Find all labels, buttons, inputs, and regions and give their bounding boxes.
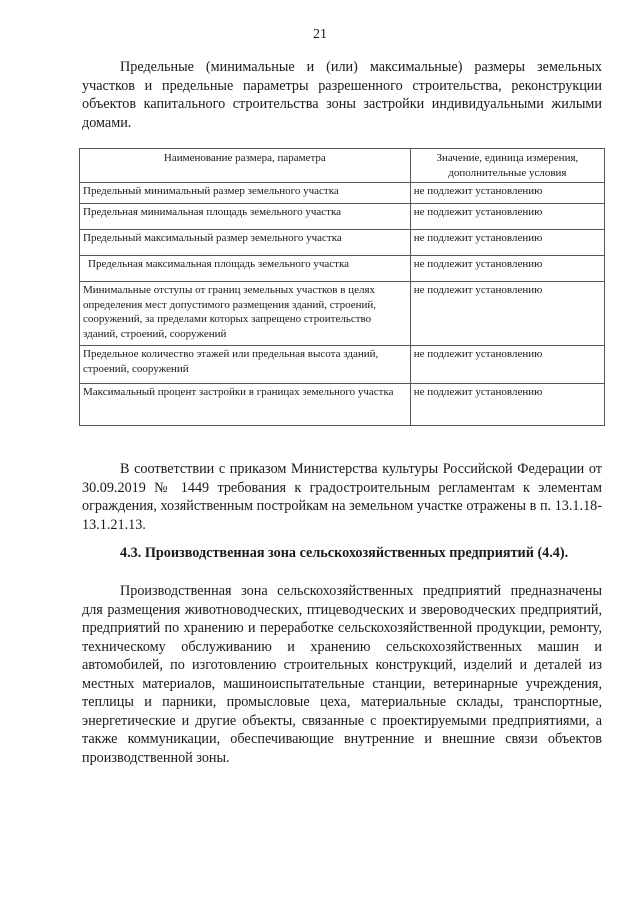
parameter-name-cell: Предельная максимальная площадь земельного участка [80, 256, 411, 282]
parameters-table [79, 148, 605, 426]
parameter-name-cell: Максимальный процент застройки в границах земельного участка [80, 384, 411, 426]
parameter-value-cell: не подлежит установлению [410, 204, 604, 230]
table-row [80, 384, 605, 426]
table-row [80, 256, 605, 282]
zone-description-paragraph: Производственная зона сельскохозяйственных предприятий предназначены для размещения животноводческих, птицеводческих и звероводческих предприятий, предприятий по хранению и переработке сельскохозяйственной продукции, ремонту, техническому обслуживанию и хранению сельскохозяйственных машин и автомобилей, по изготовлению строительных конструкций, изделий и деталей из местных материалов, машиноиспытательные станции, ветеринарные учреждения, теплицы и парники, промысловые цеха, материальные склады, транспортные, энергетические и другие объекты, связанные с проектируемыми предприятиями, а также коммуникации, обеспечивающие внутренние и внешние связи объектов производственной зоны. [82, 583, 602, 766]
parameter-value-cell: не подлежит установлению [410, 282, 604, 346]
intro-paragraph: Предельные (минимальные и (или) максимальные) размеры земельных участков и предельные параметры разрешенного строительства, реконструкции объектов капитального строительства зоны застройки индивидуальными жилыми домами. [82, 59, 602, 131]
table-row [80, 282, 605, 346]
order-paragraph: В соответствии с приказом Министерства культуры Российской Федерации от 30.09.2019 № 1449 требования к градостроительным регламентам к элементам ограждения, хозяйственным постройкам на земельном участке отражены в п. 13.1.18-13.1.21.13. [82, 461, 602, 533]
parameter-value-cell: не подлежит установлению [410, 230, 604, 256]
table-row [80, 346, 605, 384]
header-name-cell: Наименование размера, параметра [80, 149, 411, 183]
parameter-name-cell: Минимальные отступы от границ земельных участков в целях определения мест допустимого размещения зданий, строений, сооружений, за пределами которых запрещено строительство зданий, строений, сооружений [80, 282, 411, 346]
parameter-value-cell: не подлежит установлению [410, 346, 604, 384]
parameter-name-cell: Предельный максимальный размер земельного участка [80, 230, 411, 256]
parameter-name-cell: Предельный минимальный размер земельного участка [80, 183, 411, 204]
table-row [80, 230, 605, 256]
parameter-value-cell: не подлежит установлению [410, 183, 604, 204]
parameter-name-cell: Предельное количество этажей или предельная высота зданий, строений, сооружений [80, 346, 411, 384]
parameter-name-cell: Предельная минимальная площадь земельного участка [80, 204, 411, 230]
table-row [80, 204, 605, 230]
page-number: 21 [313, 27, 327, 42]
parameter-value-cell: не подлежит установлению [410, 256, 604, 282]
section-heading: 4.3. Производственная зона сельскохозяйственных предприятий (4.4). [120, 545, 569, 561]
parameter-value-cell: не подлежит установлению [410, 384, 604, 426]
header-value-cell: Значение, единица измерения, дополнительные условия [410, 149, 604, 183]
table-header-row [80, 149, 605, 183]
table-row [80, 183, 605, 204]
